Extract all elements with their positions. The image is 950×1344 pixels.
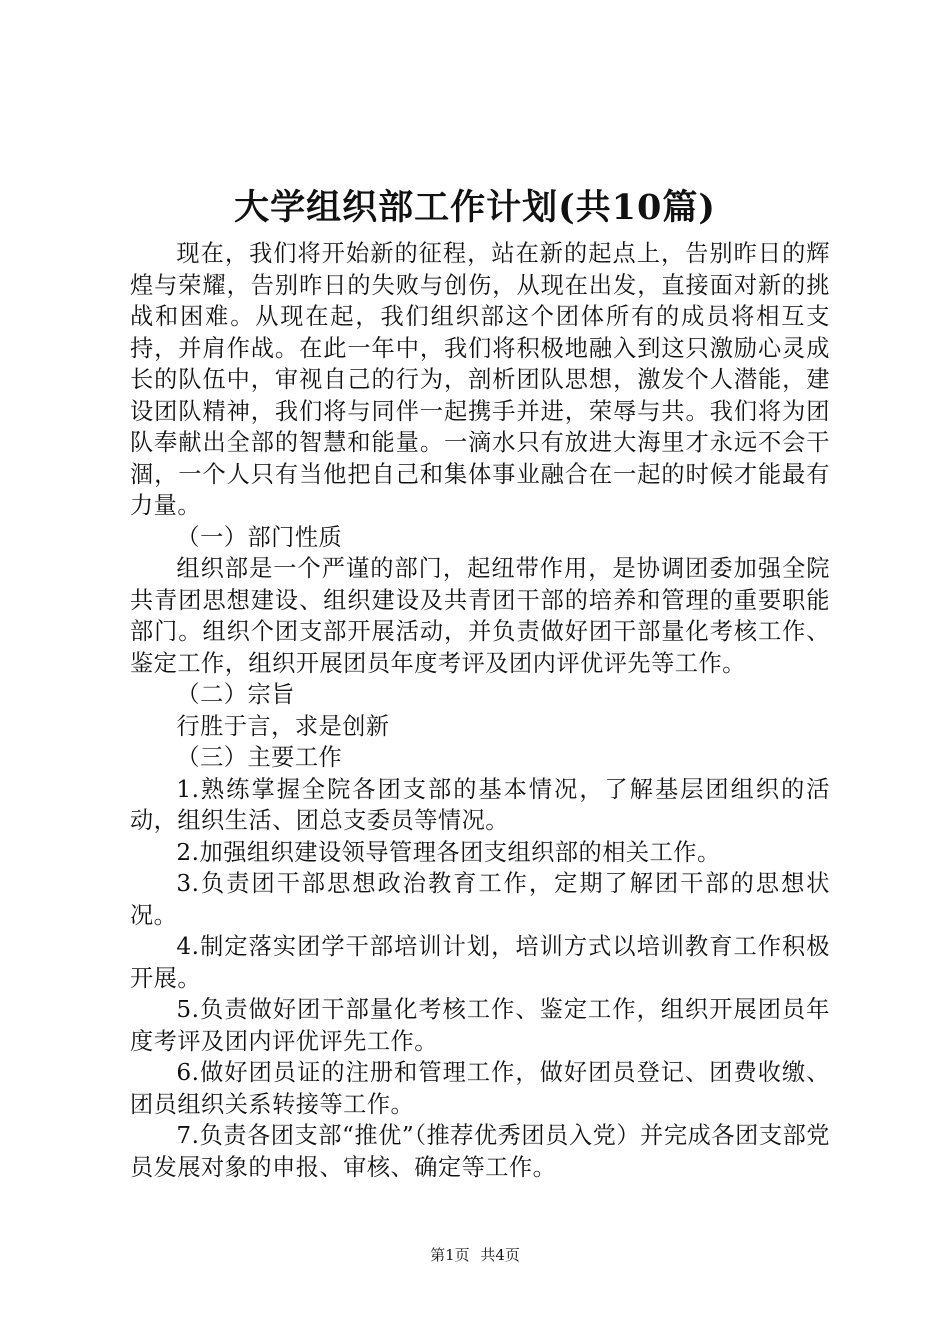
document-title: 大学组织部工作计划(共10篇) [234, 187, 716, 228]
page-number: 第1页 [430, 1246, 470, 1264]
purpose-paragraph: 行胜于言，求是创新 [176, 712, 390, 740]
work-item-7: 7.负责各团支部“推优”（推荐优秀团员入党）并完成各团支部党员发展对象的申报、审核、确定等工作。 [130, 1122, 830, 1181]
work-item-6: 6.做好团员证的注册和管理工作，做好团员登记、团费收缴、团员组织关系转接等工作。 [130, 1059, 830, 1118]
section-heading-purpose: （二）宗旨 [176, 681, 295, 708]
section-heading-main-work: （三）主要工作 [176, 744, 343, 771]
work-item-5: 5.负责做好团干部量化考核工作、鉴定工作，组织开展团员年度考评及团内评优评先工作。 [130, 996, 830, 1055]
work-item-1: 1.熟练掌握全院各团支部的基本情况，了解基层团组织的活动，组织生活、团总支委员等情况。 [130, 775, 830, 834]
nature-paragraph: 组织部是一个严谨的部门，起纽带作用，是协调团委加强全院共青团思想建设、组织建设及共青团干部的培养和管理的重要职能部门。组织个团支部开展活动，并负责做好团干部量化考核工作、鉴定工作，组织开展团员年度考评及团内评优评先等工作。 [130, 555, 830, 677]
work-item-3: 3.负责团干部思想政治教育工作，定期了解团干部的思想状况。 [130, 870, 830, 929]
intro-paragraph: 现在，我们将开始新的征程，站在新的起点上，告别昨日的辉煌与荣耀，告别昨日的失败与创伤，从现在出发，直接面对新的挑战和困难。从现在起，我们组织部这个团体所有的成员将相互支持，并肩作战。在此一年中，我们将积极地融入到这只激励心灵成长的队伍中，审视自己的行为，剖析团队思想，激发个人潜能，建设团队精神，我们将与同伴一起携手并进，荣辱与共。我们将为团队奉献出全部的智慧和能量。一滴水只有放进大海里才永远不会干涸，一个人只有当他把自己和集体事业融合在一起的时候才能最有力量。 [130, 240, 830, 519]
page-footer [0, 1245, 950, 1265]
page-total: 共4页 [480, 1246, 520, 1264]
work-item-4: 4.制定落实团学干部培训计划，培训方式以培训教育工作积极开展。 [130, 933, 830, 992]
work-item-2: 2.加强组织建设领导管理各团支组织部的相关工作。 [176, 838, 721, 866]
section-heading-nature: （一）部门性质 [176, 523, 343, 551]
document-body [130, 238, 830, 1183]
